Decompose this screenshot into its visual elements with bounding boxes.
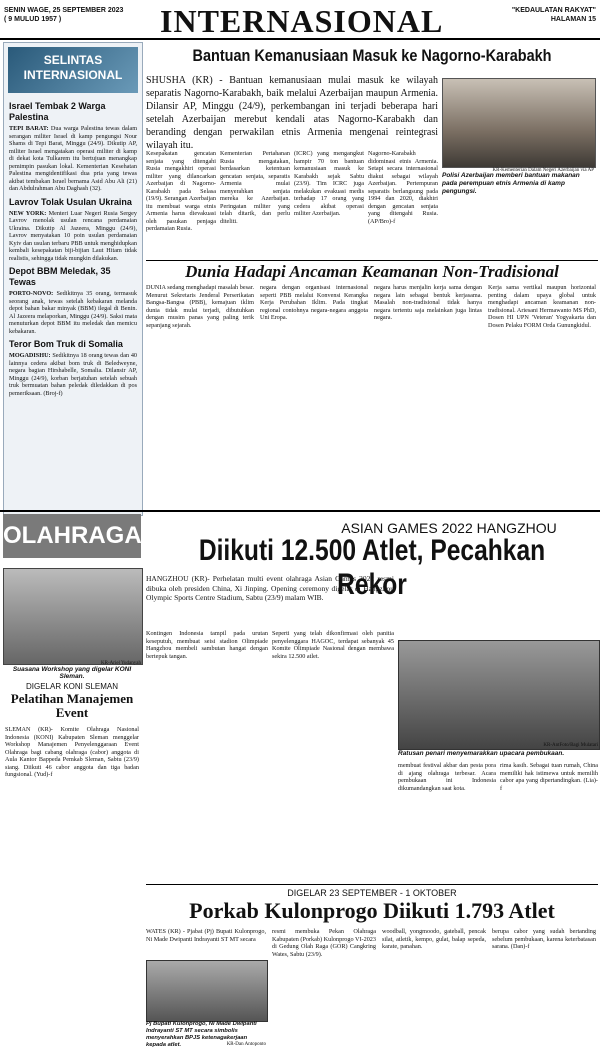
sports-headline: Diikuti 12.500 Atlet, Pecahkan Rekor bbox=[198, 534, 546, 601]
brief-text: MOGADISHU: Sedikitnya 18 orang tewas dan 40 lainnya cedera akibat bom truk di Beledweyne, negara bagian Hirshabelle, Somalia. Dilansir AP, Minggu (24/9), korban berjatuhan setelah sebuah truk bermuatan bahan peledak diledakkan di pos pemeriksaan. (Broj-f) bbox=[9, 352, 138, 397]
article-column: rima kasih. Sebagai tuan rumah, China memiliki hak istimewa untuk memilih cabor apa yang dipertandingkan. (Lia)-f bbox=[500, 762, 598, 792]
photo-caption: Suasana Workshop yang digelar KONI Sleman. bbox=[12, 666, 132, 680]
article-column: Seperti yang telah dikonfirmasi oleh panitia penyelenggara HAGOC, terdapat sebanyak 45 Komite Olimpiade Nasional dengan membawa sekira 12.500 atlet. bbox=[272, 630, 394, 660]
section-title: INTERNASIONAL bbox=[160, 3, 444, 39]
article-column: resmi membuka Pekan Olahraga Kabupaten (Porkab) Kulonprogo VI-2023 di Gedung Olah Raga (GOR) Cangkring Wates, Sabtu (23/9). bbox=[272, 928, 376, 958]
divider bbox=[0, 510, 600, 512]
article-column: negara dengan organisasi internasional seperti PBB melalui Konvensi Kerangka Kerja Perubahan Iklim. Pada tingkat regional contohnya negara-negara anggota Uni Eropa. bbox=[260, 284, 368, 321]
photo-caption: Ratusan penari menyemarakkan upacara pembukaan. bbox=[398, 750, 565, 757]
photo-credit: KR-Ariel Yudanyah bbox=[101, 661, 141, 666]
article-column: SLEMAN (KR)- Komite Olahraga Nasional Indonesia (KONI) Kabupaten Sleman menggelar Workshop Manajemen Penyelenggaraan Event Olahraga bagi cabang olahraga (cabor) anggota di Aula Kantor Bappeda Pemkab Sleman, Sabtu (23/9) siang. Diikuti 46 cabor anggota dan tiga badan fungsional. (Yud)-f bbox=[5, 726, 139, 778]
article-column: (ICRC) yang mengangkut hampir 70 ton bantuan kemanusiaan masuk ke Karabakh sejak Sabtu (23/9). Tim ICRC juga melakukan evakuasi medis terhadap 17 orang yang cedera akibat operasi militer Azerbaijan. bbox=[294, 150, 364, 217]
issue-date: SENIN WAGE, 25 SEPTEMBER 2023 bbox=[4, 7, 124, 14]
article-column: berupa cabor yang sudah bertanding sebelum pembukaan, karena keterbatasan sarana. (Dan)-f bbox=[492, 928, 596, 950]
selintas-sidebar bbox=[3, 42, 143, 516]
page-header bbox=[0, 0, 600, 40]
photo-caption: Polisi Azerbaijan memberi bantuan makanan pada perempuan etnis Armenia di kamp pengungsi. bbox=[442, 172, 580, 195]
porkab-photo bbox=[146, 960, 268, 1022]
article-column: Kementerian Pertahanan Rusia mengatakan, berdasarkan ketentuan gencatan senjata, separatis Armenia mulai menyerahkan senjata mereka ke Azerbaijan. Peringatan militer yang telah ditarik, dan perlu diteliti. bbox=[220, 150, 290, 225]
photo-credit: KR-Dan Antoponto bbox=[226, 1042, 266, 1047]
brief-title: Depot BBM Meledak, 35 Tewas bbox=[9, 266, 111, 287]
article-column: WATES (KR) - Pjabat (Pj) Bupati Kulonprogo, Ni Made Dwipanti Indrayanti ST MT secara bbox=[146, 928, 266, 943]
sports-lead: HANGZHOU (KR)- Perhelatan multi event olahraga Asian Games 2022 resmi dibuka oleh presiden China, Xi Jinping. Opening ceremony digelar di Hangzhou Olympic Sports Centre Stadium, Sabtu (23/9) malam WIB. bbox=[146, 574, 394, 602]
paper-name: "KEDAULATAN RAKYAT" bbox=[511, 7, 596, 14]
article-column: negara harus menjalin kerja sama dengan negara lain sebagai bentuk kerjasama. Masalah non-tradisional tidak hanya negara tertentu saja melainkan juga lintas negara. bbox=[374, 284, 482, 321]
brief-text: TEPI BARAT: Dua warga Palestina tewas dalam serangan militer Israel di kamp pengungsi Nour Shams di Tepi Barat, Minggu (24/9). Dikutip AP, militer Israel mengatakan operasi militer di kamp di dekat kota Tulkarem itu bertujuan menangkap pemimpin pasukan lokal. Kementerian Kesehatan Palestina mengidentifikasi dua pria yang tewas akibat tembakan Israel bernama Asid Abu Ali (21) dan Abdulrahman Abu Daghash (32). bbox=[9, 125, 138, 192]
photo-credit: KR-Kementerian Dalam Negeri Azerbaijan via AP bbox=[492, 168, 594, 173]
hijri-date: ( 9 MULUD 1957 ) bbox=[4, 16, 62, 23]
ceremony-photo bbox=[398, 640, 600, 750]
page-number: HALAMAN 15 bbox=[550, 16, 596, 23]
photo-credit: KR-AntFoto/Bagi Mulatari bbox=[543, 743, 598, 748]
koni-headline: Pelatihan Manajemen Event bbox=[10, 691, 134, 720]
divider bbox=[146, 884, 598, 885]
article-column: Nagorno-Karabakh didominasi etnis Armenia. Setapi secara internasional diakui sebagai wilayah Azerbaijan. Pertempuran separatis berlangsung pada 1994 dan 2020, diakhiri dengan gencatan senjata yang ditengahi Rusia. (AP/Bro)-f bbox=[368, 150, 438, 225]
article-column: woodball, yongmoodo, gateball, pencak silat, atletik, kempo, gulat, balap sepeda, karate, panahan. bbox=[382, 928, 486, 950]
article-column: Kontingen Indonesia tampil pada urutan keseputuh, membuat seisi stadion Olimpiade Hangzhou membeli sambutan hangat dengan bertepuk tangan. bbox=[146, 630, 268, 660]
article-column: DUNIA sedang menghadapi masalah besar. Menurut Sekretaris Jenderal Perserikatan Bangsa-Bangsa (PBB), kemajuan iklim dunia tidak mulai terjadi, dibutuhkan dengan musim panas yang paling terik sepanjang sejarah. bbox=[146, 284, 254, 329]
divider bbox=[146, 260, 598, 261]
brief-title: Teror Bom Truk di Somalia bbox=[9, 339, 123, 349]
sub-headline: Dunia Hadapi Ancaman Keamanan Non-Tradisional bbox=[185, 262, 559, 281]
sports-kicker: ASIAN GAMES 2022 HANGZHOU bbox=[341, 520, 557, 536]
workshop-photo bbox=[3, 568, 143, 665]
porkab-kicker: DIGELAR 23 SEPTEMBER - 1 OKTOBER bbox=[287, 888, 457, 898]
photo-caption: Pj Bupati Kulonprogo, Ni Made Dwipanti Indrayanti ST MT secara simbolis menyerahkan BPJS ketenagakerjaan kepada atlet. bbox=[146, 1021, 257, 1048]
news-photo bbox=[442, 78, 596, 168]
brief-title: Lavrov Tolak Usulan Ukraina bbox=[9, 196, 132, 207]
selintas-banner: SELINTAS INTERNASIONAL bbox=[8, 47, 138, 93]
brief-title: Israel Tembak 2 Warga Palestina bbox=[9, 101, 106, 122]
sports-section-banner: OLAHRAGA bbox=[3, 514, 141, 558]
porkab-headline: Porkab Kulonprogo Diikuti 1.793 Atlet bbox=[189, 898, 555, 923]
article-column: membuat festival akbar dan pesta pora di ajang olahraga terbesar. Acara pembukaan ini Indonesia dikumandangkan saat kota. bbox=[398, 762, 496, 792]
main-headline: Bantuan Kemanusiaan Masuk ke Nagorno-Karabakh bbox=[192, 46, 552, 65]
main-lead: SHUSHA (KR) - Bantuan kemanusiaan mulai masuk ke wilayah separatis Nagorno-Karabakh, baik melalui Azerbaijan maupun Armenia. Dilansir AP, Minggu (24/9), perkembangan ini terjadi beberapa hari setelah Azerbaijan merebut kendali atas Nagorno-Karabakh dan beranding dengan perwakilan etnis Armenia mengenai reintegrasi wilayah itu. bbox=[146, 75, 438, 151]
brief-text: NEW YORK: Menteri Luar Negeri Rusia Sergey Lavrov menolak usulan rencana perdamaian Ukraina. Dikutip Al Jazeera, Minggu (24/9), Lavrov menyatakan 10 poin usulan perdamaian Kyiv dan usulan terbaru PBB untuk menghidupkan kembali kesepakatan biji-bijian Laut Hitam tidak realistis, sehingga tidak mungkin dilakukan. bbox=[9, 209, 137, 262]
article-column: Kerja sama vertikal maupun horizontal penting dalam upaya global untuk menghadapi ancaman keamanan non-tradisional. Ariesani Hermawanto MS PhD, Dosen HI UPN 'Veteran' Yogyakarta dan Dosen Pelaku FORM Orda Gunungkidul. bbox=[488, 284, 596, 329]
article-column: Kesepakatan gencatan senjata yang ditengahi Rusia mengakhiri operasi militer yang dilancarkan Azerbaijan di Nagorno-Karabakh pada Selasa (19/9). Serangan Azerbaijan itu membuat warga etnis Armenia harus dievakuasi oleh pasukan penjaga perdamaian Rusia. bbox=[146, 150, 216, 232]
brief-text: PORTO-NOVO: Sedikitnya 35 orang, termasuk seorang anak, tewas setelah kebakaran melanda depot bahan bakar minyak (BBM) ilegal di Benin. Al Jazeera melaporkan, Minggu (24/9). Saksi mata menuturkan depot BBM itu meledak dan memicu kebakaran. bbox=[9, 290, 137, 335]
koni-kicker: DIGELAR KONI SLEMAN bbox=[25, 682, 119, 691]
